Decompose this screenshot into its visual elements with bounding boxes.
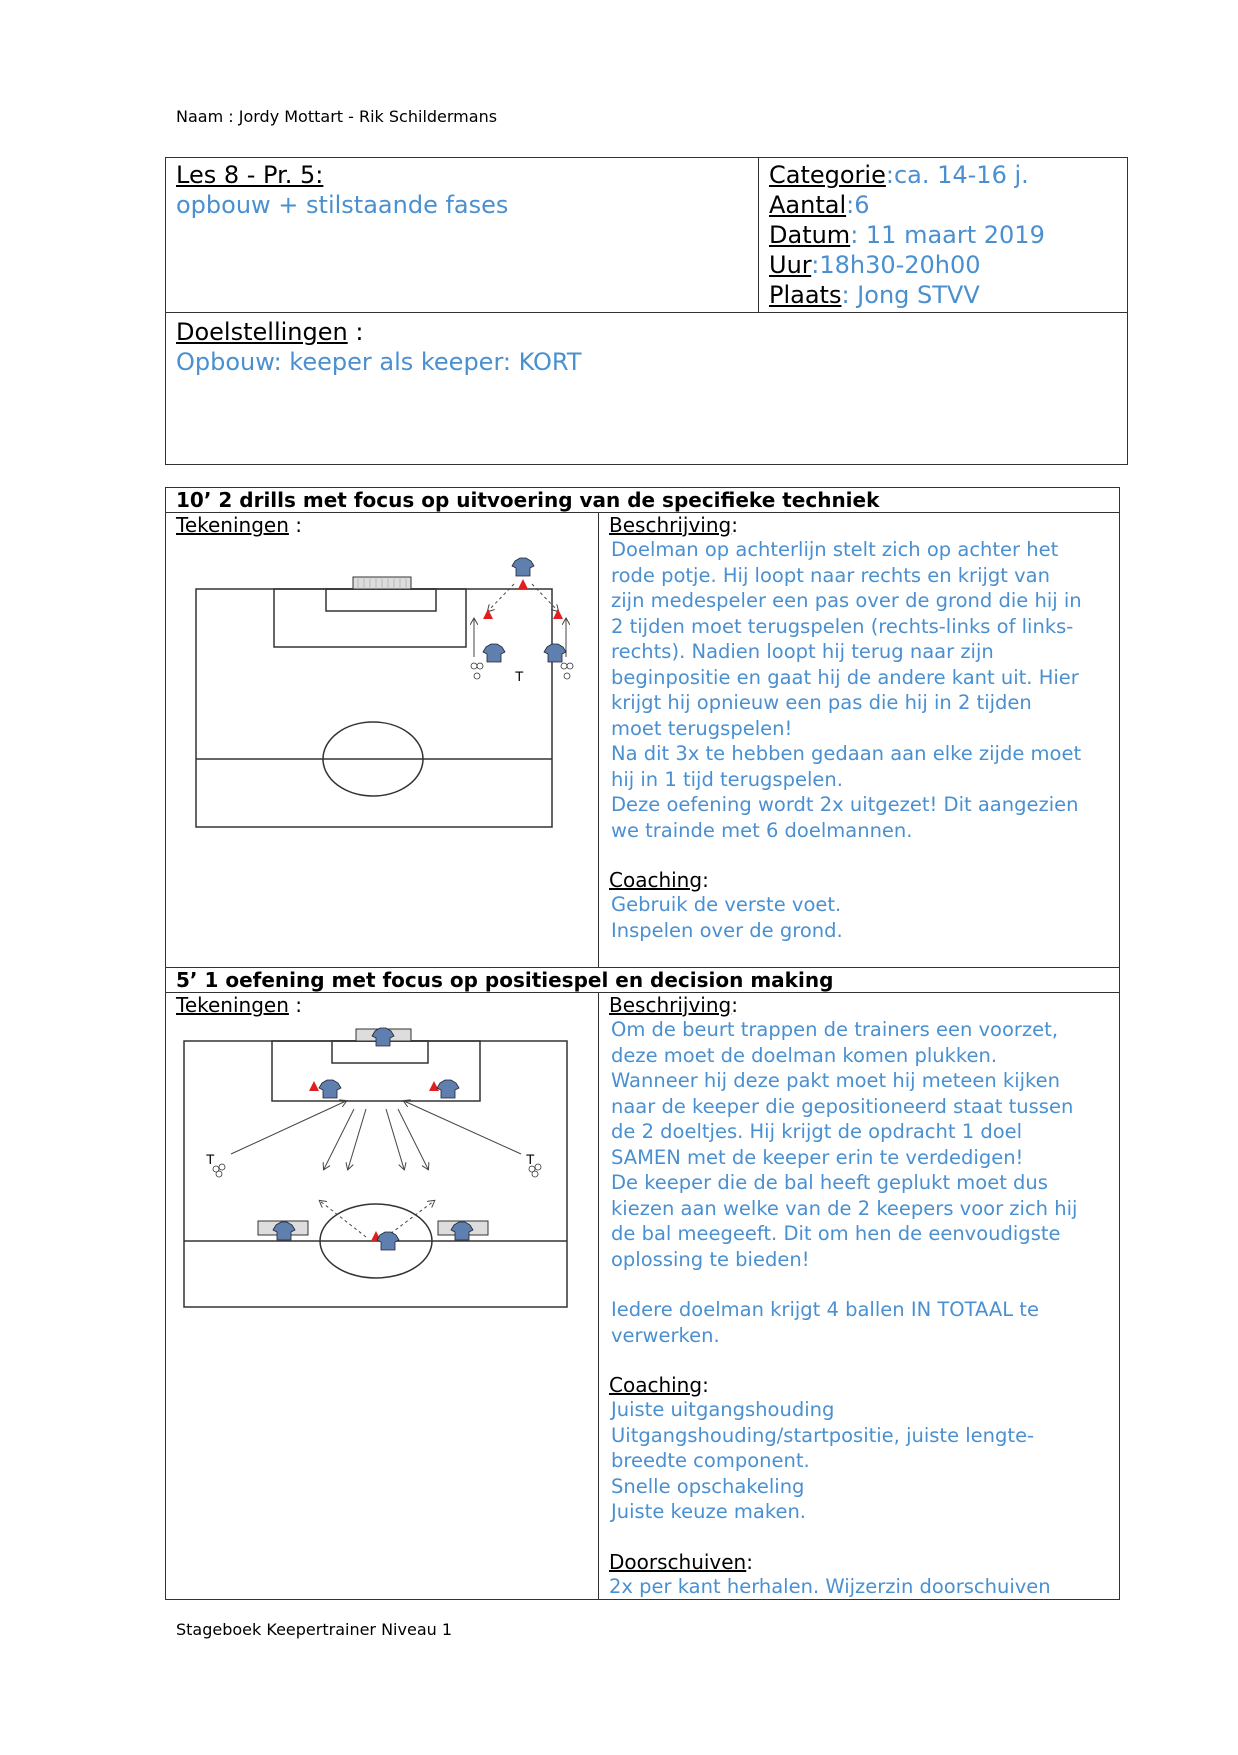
description-line: krijgt hij opnieuw een pas die hij in 2 tijden xyxy=(611,691,1032,714)
exercise-table xyxy=(165,487,1120,1600)
cone-icon xyxy=(429,1081,439,1091)
description-line: Na dit 3x te hebben gedaan aan elke zijde moet xyxy=(611,742,1082,765)
ball-icon xyxy=(474,673,480,679)
penalty-box xyxy=(274,589,466,647)
section1-header: 10’ 2 drills met focus op uitvoering van de specifieke techniek xyxy=(166,488,1120,513)
coaching-line: Gebruik de verste voet. xyxy=(611,893,842,916)
description-line: naar de keeper die gepositioneerd staat tussen xyxy=(611,1094,1074,1118)
description-line: de bal meegeeft. Dit om hen de eenvoudigste xyxy=(611,1222,1061,1245)
doorschuiven-value: 2x per kant herhalen. Wijzerzin doorschuiven xyxy=(609,1574,1051,1598)
trainer-mark-right: T xyxy=(526,1151,535,1167)
section2-coaching xyxy=(609,1397,1109,1525)
lesson-info-table xyxy=(165,157,1128,465)
lesson-title: Les 8 - Pr. 5: xyxy=(176,161,324,189)
ball-icon xyxy=(567,663,573,669)
cone-icon xyxy=(483,609,493,619)
coaching-line: Uitgangshouding/startpositie, juiste lengte- xyxy=(611,1423,1035,1447)
lesson-title-cell xyxy=(166,158,759,313)
ball-icon xyxy=(561,663,567,669)
section1-coaching xyxy=(609,892,1109,943)
section1-drawing-cell xyxy=(166,513,599,968)
section2-header: 5’ 1 oefening met focus op positiespel en decision making xyxy=(166,968,1120,993)
section1-description-cell: Beschrijving: Doelman op achterlijn stelt zich op achter het rode potje. Hij loopt naar rechts en krijgt van zijn medespeler een pas over de grond die hij in 2 tijden moet terugspelen (rechts-links of links- rechts). Nadien loopt hij terug naar zijn beginpositie en gaat hij de andere kant uit. Hier krijgt hij opnieuw een pas die hij in 2 tijden moet terugspelen! Na dit 3x te hebben gedaan aan elke zijde moet hij in 1 tijd terugspelen. Deze oefening wordt 2x uitgezet! Dit aangezien we trainde met 6 doelmannen. Coaching: Gebruik de verste voet. Inspelen over de grond. xyxy=(599,513,1120,968)
section1-description xyxy=(609,537,1109,843)
cone-icon xyxy=(553,609,563,619)
description-line: beginpositie en gaat hij de andere kant uit. Hier xyxy=(611,665,1079,689)
section2-tekeningen-colon: : xyxy=(288,993,302,1017)
drill2-diagram xyxy=(176,1019,571,1309)
trainer-mark: T xyxy=(515,668,524,684)
description-line: oplossing te bieden! xyxy=(611,1247,810,1271)
keeper-shirt-icon xyxy=(319,1080,341,1098)
description-line: Iedere doelman krijgt 4 ballen IN TOTAAL te xyxy=(611,1298,1039,1321)
player-shirt-icon xyxy=(483,644,505,662)
ball-icon xyxy=(477,663,483,669)
plaats-value: : Jong STVV xyxy=(841,281,980,309)
keeper-shirt-icon xyxy=(273,1222,295,1240)
doelstellingen-colon: : xyxy=(347,318,364,346)
drill1-diagram xyxy=(186,539,576,829)
trainer-mark-left: T xyxy=(206,1151,215,1167)
cone-icon xyxy=(309,1081,319,1091)
description-line: Om de beurt trappen de trainers een voorzet, xyxy=(611,1018,1059,1041)
coaching-line: Juiste uitgangshouding xyxy=(611,1398,835,1421)
ball-icon xyxy=(532,1171,538,1177)
categorie-label: Categorie xyxy=(769,161,886,189)
description-line: rechts). Nadien loopt hij terug naar zijn xyxy=(611,640,994,663)
ball-icon xyxy=(535,1164,541,1170)
uur-label: Uur xyxy=(769,251,812,279)
half-field xyxy=(184,1041,567,1307)
datum-label: Datum xyxy=(769,221,851,249)
section1-coaching-label: Coaching xyxy=(609,868,703,892)
half-field xyxy=(196,589,552,827)
doelstellingen-cell xyxy=(166,313,1128,465)
description-line: verwerken. xyxy=(611,1323,720,1347)
header-name: Naam : Jordy Mottart - Rik Schildermans xyxy=(176,107,498,126)
ball-icon xyxy=(471,663,477,669)
ball-icon xyxy=(216,1171,222,1177)
keeper-shirt-icon xyxy=(451,1222,473,1240)
categorie-value: :ca. 14-16 j. xyxy=(885,161,1029,189)
aantal-label: Aantal xyxy=(769,191,847,219)
description-line: kiezen aan welke van de 2 keepers voor zich hij xyxy=(611,1196,1078,1220)
coaching-line: Snelle opschakeling xyxy=(611,1474,805,1498)
description-line: Doelman op achterlijn stelt zich op achter het xyxy=(611,538,1059,561)
coaching-line: Inspelen over de grond. xyxy=(611,918,843,942)
description-line: deze moet de doelman komen plukken. xyxy=(611,1043,998,1067)
footer: Stageboek Keepertrainer Niveau 1 xyxy=(176,1620,453,1639)
coaching-line: breedte component. xyxy=(611,1449,810,1472)
section2-tekeningen-label: Tekeningen xyxy=(176,993,289,1017)
doelstellingen-value: Opbouw: keeper als keeper: KORT xyxy=(176,348,582,376)
datum-value: : 11 maart 2019 xyxy=(850,221,1045,249)
cone-icon xyxy=(518,579,528,589)
section1-tekeningen-label: Tekeningen xyxy=(176,513,289,537)
description-line: de 2 doeltjes. Hij krijgt de opdracht 1 doel xyxy=(611,1120,1023,1143)
doelstellingen-label: Doelstellingen xyxy=(176,318,348,346)
description-line: 2 tijden moet terugspelen (rechts-links of links- xyxy=(611,614,1074,638)
goal-area xyxy=(326,589,436,611)
ball-icon xyxy=(564,673,570,679)
doorschuiven-label: Doorschuiven xyxy=(609,1549,747,1574)
description-line: rode potje. Hij loopt naar rechts en krijgt van xyxy=(611,563,1050,587)
keeper-shirt-icon xyxy=(437,1080,459,1098)
description-line: moet terugspelen! xyxy=(611,716,793,740)
description-line: De keeper die de bal heeft geplukt moet dus xyxy=(611,1171,1048,1194)
keeper-shirt-icon xyxy=(377,1232,399,1250)
section2-description xyxy=(609,1017,1109,1348)
plaats-label: Plaats xyxy=(769,281,842,309)
description-line: Deze oefening wordt 2x uitgezet! Dit aangezien xyxy=(611,793,1079,816)
player-shirt-icon xyxy=(544,644,566,662)
uur-value: :18h30-20h00 xyxy=(811,251,981,279)
section1-beschrijving-label: Beschrijving xyxy=(609,513,732,537)
description-line: hij in 1 tijd terugspelen. xyxy=(611,767,843,791)
lesson-subtitle: opbouw + stilstaande fases xyxy=(176,191,509,219)
section1-tekeningen-colon: : xyxy=(288,513,302,537)
description-line: zijn medespeler een pas over de grond die hij in xyxy=(611,589,1082,612)
description-line: Wanneer hij deze pakt moet hij meteen kijken xyxy=(611,1069,1061,1092)
description-line xyxy=(609,1272,1109,1297)
coaching-line: Juiste keuze maken. xyxy=(611,1500,807,1523)
description-line: SAMEN met de keeper erin te verdedigen! xyxy=(611,1145,1024,1169)
aantal-value: :6 xyxy=(846,191,870,219)
ball-icon xyxy=(219,1164,225,1170)
keeper-shirt-icon xyxy=(512,558,534,576)
section2-description-cell: Beschrijving: Om de beurt trappen de trainers een voorzet, deze moet de doelman komen plukken. Wanneer hij deze pakt moet hij meteen kijken naar de keeper die gepositioneerd staat tussen de 2 doeltjes. Hij krijgt de opdracht 1 doel SAMEN met de keeper erin te verdedigen! De keeper die de bal heeft geplukt moet dus kiezen aan welke van de 2 keepers voor zich hij de bal meegeeft. Dit om hen de eenvoudigste oplossing te bieden! Iedere doelman krijgt 4 ballen IN TOTAAL te verwerken. Coaching: Juiste uitgangshouding Uitgangshouding/startpositie, juiste lengte- breedte component. Snelle opschakeling Juiste keuze maken. Doorschuiven: 2x per kant herhalen. Wijzerzin doorschuiven xyxy=(599,993,1120,1600)
section2-drawing-cell xyxy=(166,993,599,1600)
description-line: we trainde met 6 doelmannen. xyxy=(611,818,913,842)
lesson-meta-cell xyxy=(759,158,1128,313)
section2-beschrijving-label: Beschrijving xyxy=(609,993,732,1017)
section2-coaching-label: Coaching xyxy=(609,1373,703,1397)
keeper-shirt-icon xyxy=(372,1028,394,1046)
